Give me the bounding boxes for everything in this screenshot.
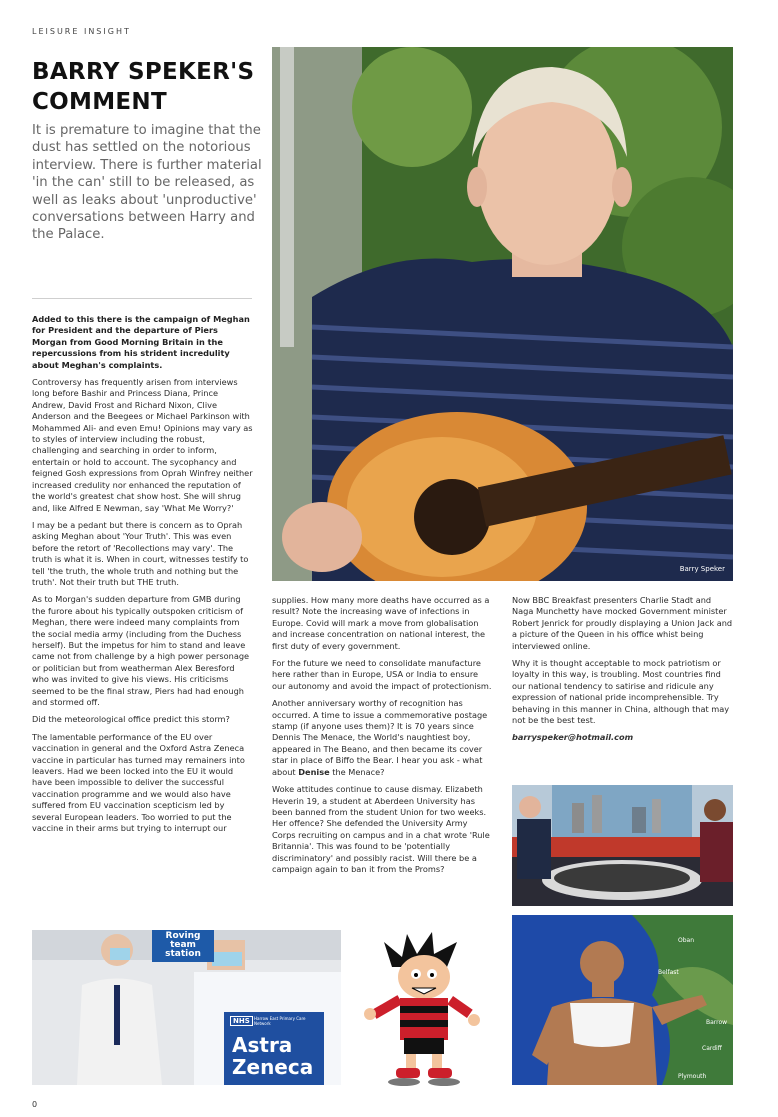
vaccine-sign [152,930,214,962]
paragraph [272,698,492,778]
paragraph: For the future we need to consolidate manufacture here rather than in Europe, USA or India to ensure our autonomy and avoid the impact of protectionism. [272,658,492,691]
author-email[interactable]: barryspeker@hotmail.com [512,732,634,743]
section-label: LEISURE INSIGHT [32,27,131,36]
paragraph: The lamentable performance of the EU over vaccination in general and the Oxford Astra Zeneca vaccine in particular has turned may remainers into leavers. Had we been locked into the EU it would have been impossible to deliver the successful vaccination programme and we would also have suffered from EU vaccination scepticism led by several European leaders. Too worried to put the vaccine in their arms but trying to interrupt our [32,731,245,834]
paragraph: Why it is thought acceptable to mock patriotism or loyalty in this way, is troubling. Most countries find our national tendency to satirise and ridicule any expression of national pride incomprehensible. Try behaving in this manner in China, although that may not be the best test. [512,658,730,726]
cartoon-illustration [362,932,490,1086]
tv-studio-photo [512,785,733,906]
paragraph: I may be a pedant but there is concern as to Oprah asking Meghan about 'Your Truth'. This was even before the retort of 'Recollections may vary'. The truth is what it is. When in court, witnesses testify to tell 'the truth, the whole truth and nothing but the truth'. Not their truth but THE truth. [32,519,249,587]
vaccine-photo [32,930,341,1085]
lead-paragraph: Added to this there is the campaign of Meghan for President and the departure of Piers Morgan from Good Morning Britain in the repercussions from his strident incredulity about Meghan's complaints. [32,314,250,370]
weather-place: Barrow [706,1019,728,1026]
text-span: the Menace? [329,766,385,777]
article-column-3 [512,595,734,750]
vaccine-box-text: Astra Zeneca [232,1033,314,1079]
weather-photo [512,915,733,1085]
article-column-2 [272,595,492,881]
photo-caption: Barry Speker [679,565,725,573]
nhs-org: Harrow East Primary Care Network [254,1016,306,1026]
standfirst: It is premature to imagine that the dust has settled on the notorious interview. There is further material 'in the can' still to be released, as well as leaks about 'unproductive' conversations between Harry and the Palace. [32,123,262,243]
paragraph: Woke attitudes continue to cause dismay. Elizabeth Heverin 19, a student at Aberdeen University has been banned from the student Union for two weeks. Her offence? She defended the University Army Corps recruiting on campus and in a chat wrote 'Rule Britannia'. This was found to be 'potentially discriminatory' and possibly racist. Will there be a campaign again to ban it from the Proms? [272,784,490,874]
weather-place: Oban [678,937,695,944]
text-span: Another anniversary worthy of recognition has occurred. A time to issue a commemorative postage stamp (if anyone uses them)? It is 70 years since Dennis The Menace, the World's naughtiest boy, appeared in The Beano, and then became its cover star in place of Biffo the Bear. I hear you ask - what about [272,698,488,777]
vaccine-box [194,972,341,1085]
nhs-logo: NHS [230,1016,253,1026]
paragraph: As to Morgan's sudden departure from GMB during the furore about his typically outspoken criticism of Meghan, there were indeed many complaints from the social media army (including from the Duchess herself). But the impetus for him to stand and leave came not from challenge by a high power personage or politician but from weatherman Alex Beresford who was invited to give his views. His criticisms seemed to be the final straw, Piers had had enough and stormed off. [32,594,250,707]
weather-place: Belfast [658,969,679,976]
paragraph: Now BBC Breakfast presenters Charlie Stadt and Naga Munchetty have mocked Government minister Robert Jenrick for proudly displaying a Union Jack and a picture of the Queen in his office whist being interviewed online. [512,595,733,651]
paragraph: Controversy has frequently arisen from interviews long before Bashir and Princess Diana, Prince Andrew, David Frost and Richard Nixon, Clive Anderson and the Beegees or Michael Parkinson with Mohammed Ali- and even Emu! Opinions may vary as to styles of interview including the robust, challenging and searching in order to inform, entertain or hold to account. The sycophancy and feigned Gosh expressions from Oprah Winfrey neither increased credulity nor enhanced the reputation of the world's greatest chat show host. She will shrug and, like Alfred E Newman, say 'What Me Worry?' [32,377,253,513]
main-photo [272,47,733,581]
weather-place: Plymouth [678,1073,707,1080]
page-title: BARRY SPEKER'S COMMENT [32,59,255,115]
paragraph: supplies. How many more deaths have occurred as a result? Note the increasing wave of infections in Europe. Covid will mark a move from globalisation and increase concentration on national interest, the first duty of every government. [272,595,490,651]
sign-text: Roving team station [165,931,201,959]
page-number: 0 [32,1100,38,1109]
divider [32,298,252,299]
bold-text: Denise [298,766,330,777]
article-column-1 [32,314,254,840]
weather-place: Cardiff [702,1045,722,1052]
paragraph: Did the meteorological office predict this storm? [32,714,230,725]
